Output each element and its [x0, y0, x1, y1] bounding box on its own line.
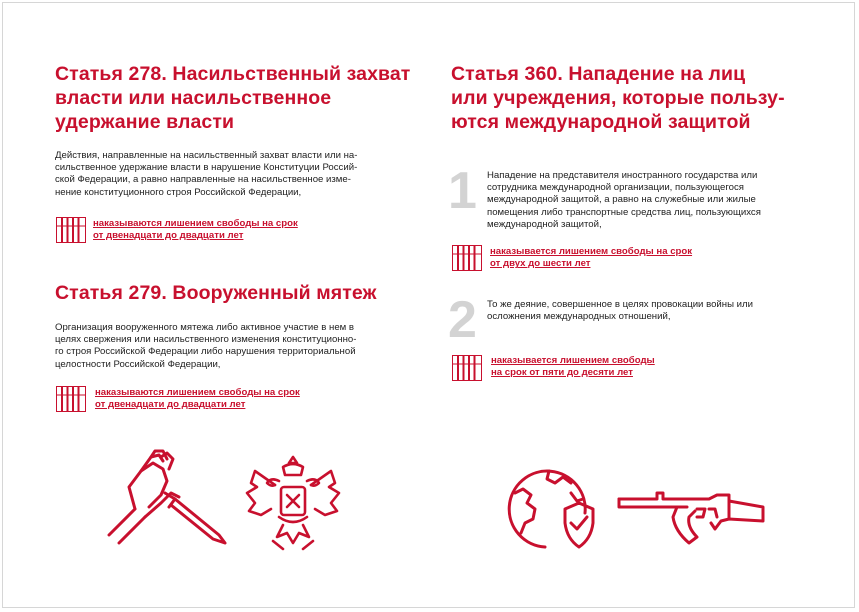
prison-bars-icon — [452, 245, 482, 271]
prison-bars-icon — [56, 386, 86, 412]
prison-bars-icon — [56, 217, 86, 243]
double-headed-eagle-icon — [243, 453, 343, 553]
article-360-part-2-penalty: наказывается лишением свободы на срок от пяти до десяти лет — [491, 355, 655, 379]
prison-bars-icon — [452, 355, 482, 381]
article-279-penalty: наказываются лишением свободы на срок от двенадцати до двадцати лет — [95, 387, 300, 411]
article-360-part-1-body: Нападение на представителя иностранного государства или сотрудника международной организации, пользующегося международной защитой, а равно на служебные или жилые помещения либо транспортные средства лиц, пользующихся международной защитой, — [487, 170, 761, 230]
assault-rifle-icon — [617, 487, 767, 549]
fist-knife-icon — [105, 447, 230, 547]
article-360-title: Статья 360. Нападение на лиц или учреждения, которые пользу- ются международной защитой — [451, 63, 785, 133]
article-278-title: Статья 278. Насильственный захват власти или насильственное удержание власти — [55, 63, 411, 133]
article-360-part-1-penalty: наказывается лишением свободы на срок от двух до шести лет — [490, 246, 693, 270]
part-1-number: 1 — [448, 162, 477, 220]
article-278-body: Действия, направленные на насильственный захват власти или на- сильственное удержание власти в нарушение Конституции Россий- ской Федерации, а равно направленные на насильственное изме- нение конституционного строя Российской Федерации, — [55, 150, 358, 198]
article-278-penalty: наказываются лишением свободы на срок от двенадцати до двадцати лет — [93, 218, 298, 242]
article-360-part-2-body: То же деяние, совершенное в целях провокации войны или осложнения международных отношений, — [487, 299, 753, 323]
article-279-body: Организация вооруженного мятежа либо активное участие в нем в целях свержения или насильственного изменения конституционно- го строя Российской Федерации либо нарушения территориальной целостности Российской Федерации, — [55, 322, 357, 370]
globe-shield-icon — [505, 463, 597, 555]
part-2-number: 2 — [448, 291, 477, 349]
article-279-title: Статья 279. Вооруженный мятеж — [55, 282, 377, 304]
